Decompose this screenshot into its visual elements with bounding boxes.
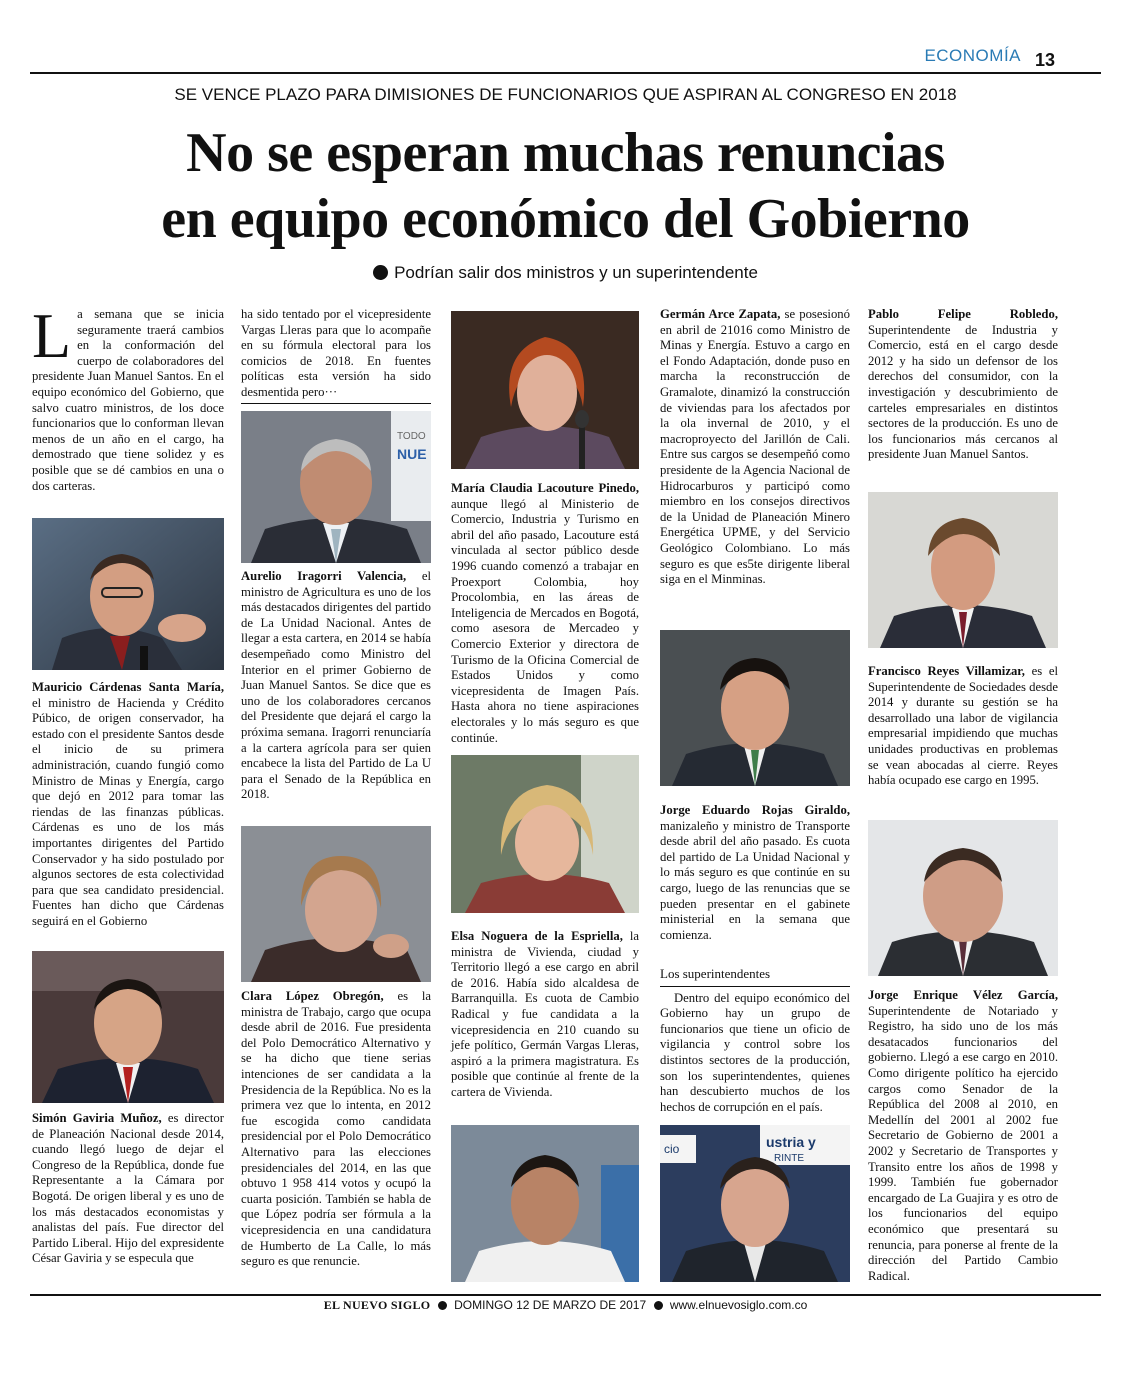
photo-rojas bbox=[660, 630, 850, 786]
footer-date: DOMINGO 12 DE MARZO DE 2017 bbox=[454, 1298, 647, 1312]
footer-paper-name: EL NUEVO SIGLO bbox=[323, 1298, 431, 1312]
photo-lacouture bbox=[451, 311, 639, 469]
bullet-icon bbox=[438, 1301, 447, 1310]
photo-cardenas bbox=[32, 518, 224, 670]
bullet-icon bbox=[373, 265, 388, 280]
profile-lopez: Clara López Obregón, es la ministra de Trabajo, cargo que ocupa desde abril de 2016. Fue presidenta del Polo Democrático Alternativo y se ha dicho que tiene serias intenciones de ser candidata a la Presidencia de la República. No es la primera vez que lo intenta, en 2012 fue escogida como candidata presidencial por el Polo Democrático Alternativo para las elecciones presidenciales del 2014, en las que obtuvo 1 958 414 votos y ocupó la cuarta posición. También se habla de que López podría ser fórmula a la vicepresidencia en una candidatura de Humberto de La Calle, lo más seguro es que renuncie. bbox=[241, 989, 431, 1269]
deck-text: Podrían salir dos ministros y un superintendente bbox=[394, 263, 758, 282]
super-bg-text-2: RINTE bbox=[774, 1153, 804, 1164]
iragorri-bg-text-1: TODO bbox=[397, 431, 426, 442]
photo-robledo bbox=[868, 492, 1058, 648]
photo-superintendent-1 bbox=[451, 1125, 639, 1282]
kicker: SE VENCE PLAZO PARA DIMISIONES DE FUNCIONARIOS QUE ASPIRAN AL CONGRESO EN 2018 bbox=[174, 85, 957, 104]
photo-lopez bbox=[241, 826, 431, 982]
profile-iragorri: Aurelio Iragorri Valencia, el ministro de Agricultura es uno de los más destacados dirigentes del partido de La Unidad Nacional. Antes de llegar a esta cartera, en 2014 se había desempeñado como Ministro del Interior en el primer Gobierno de Juan Manuel Santos. Se dice que es uno de los colaboradores cercanos del Presidente que dejará el cargo la próxima semana. Iragorri renunciaría a la cartera agrícola para ser quien encabece la lista del Partido de La U para el Senado de la República en 2018. bbox=[241, 569, 431, 802]
profile-reyes: Francisco Reyes Villamizar, es el Superintendente de Sociedades desde 2014 y durante su gestión se ha desarrollado una labor de vigilancia empresarial impidiendo que muchas unidades productivas en problemas se vean abocadas al cierre. Reyes había ocupado ese cargo en 1995. bbox=[868, 664, 1058, 788]
super-bg-text-1: ustria y bbox=[766, 1134, 816, 1150]
profile-rojas: Jorge Eduardo Rojas Giraldo, manizaleño y ministro de Transporte desde abril del año pasado. Es cuota del partido de La Unidad Nacional y lo más seguro es que continúe en su cargo, luego de las renuncias que se pueden presentar en el gabinete ministerial en la semana que comienza. bbox=[660, 803, 850, 942]
profile-velez: Jorge Enrique Vélez García, Superintendente de Notariado y Registro, ha sido uno de los más desatacados funcionarios del gobierno. Llegó a ese cargo en 2010. Como dirigente político ha ejercido cargos como Senador de la República del 2008 al 2010, en Medellín del 2001 al 2002 fue Secretario de Gobierno de 2001 a 2002 y Secretario de Transportes y Transito entre los años de 1998 y 1999. También fue gobernador encargado de La Guajira y es otro de los funcionarios del equipo económico que presentará su renuncia, para ponerse al frente de la dirección del Partido Cambio Radical. bbox=[868, 988, 1058, 1283]
bullet-icon bbox=[654, 1301, 663, 1310]
section-label: ECONOMÍA bbox=[924, 46, 1021, 65]
intro-text: La semana que se inicia seguramente traerá cambios en la conformación del cuerpo de colaboradores del presidente Juan Manuel Santos. En el equipo económico del Gobierno, que salvo cuatro ministros, de los doce funcionarios que lo conforman llevan menos de un año en el cargo, ha demostrado que tiene solidez y es posible que se dé cambios en una o dos carteras. bbox=[32, 300, 224, 493]
photo-noguera bbox=[451, 755, 639, 913]
iragorri-bg-text-2: NUE bbox=[397, 446, 427, 462]
profile-lacouture: María Claudia Lacouture Pinedo, aunque llegó al Ministerio de Comercio, Industria y Turismo en abril del año pasado, Lacouture está vinculada al sector público desde 1996 cuando comenzó a trabajar en Proexport Colombia, hoy Procolombia, en las áreas de Inteligencia de Mercados en Bogotá, como asesora de Mercadeo y Comercio Exterior y directora de Turismo de la Oficina Comercial de Estados Unidos y como vicepresidenta de Imagen País. Hasta ahora no tiene aspiraciones electorales y lo más seguro es que continúe. bbox=[451, 481, 639, 745]
superintendents-section bbox=[660, 954, 850, 1115]
profile-gaviria: Simón Gaviria Muñoz, es director de Planeación Nacional desde 2014, cuando llegó luego de dejar el Congreso de la República, donde fue Representante a la Cámara por Bogotá. De origen liberal y es uno de los más destacados economistas y analistas del país. Fue director del Partido Liberal. Hijo del expresidente César Gaviria y se especula que bbox=[32, 1111, 224, 1266]
headline bbox=[0, 120, 1131, 252]
photo-velez bbox=[868, 820, 1058, 976]
footer-rule bbox=[30, 1294, 1101, 1296]
profile-arce: Germán Arce Zapata, se posesionó en abril de 21016 como Ministro de Minas y Energía. Estuvo a cargo en el Fondo Adaptación, donde puso en marcha la reconstrucción de Gramalote, dinamizó la construcción de viviendas para los afectados por la ola invernal de 2010, y el macroproyecto del Jarillón de Cali. Entre sus cargos se desempeñó como presidente de la Agencia Nacional de Hidrocarburos y participó como miembro en los consejos directivos de la Unidad de Planeación Minero Energética UPME, y del Servicio Geológico Colombiano. Lo más seguro es que es5te dirigente liberal siga en el Minminas. bbox=[660, 307, 850, 587]
super-bg-text-3: cio bbox=[664, 1142, 680, 1156]
headline-line-2: en equipo económico del Gobierno bbox=[161, 188, 970, 250]
header-rule bbox=[30, 72, 1101, 74]
footer-url: www.elnuevosiglo.com.co bbox=[669, 1298, 808, 1312]
subhead-superintendents: Los superintendentes bbox=[660, 966, 850, 987]
dropcap: L bbox=[32, 300, 72, 371]
superintendents-text: Dentro del equipo económico del Gobierno hay un grupo de funcionarios que tiene un oficio de vigilancia y control sobre los distintos sectores de la producción, son los superintendentes, quienes han descubierto muchos de los hechos de corrupción en el país. bbox=[660, 990, 850, 1114]
photo-gaviria bbox=[32, 951, 224, 1103]
profile-noguera: Elsa Noguera de la Espriella, la ministra de Vivienda, ciudad y Territorio llegó a ese cargo en abril de 2016. Había sido alcaldesa de Barranquilla. Es cuota de Cambio Radical y fue candidata a la vicepresidencia en 210 cuando su jefe político, Germán Vargas Lleras, aspiró a la primera magistratura. Es posible que continúe al frente de la cartera de Vivienda. bbox=[451, 929, 639, 1099]
page-number: 13 bbox=[1034, 50, 1055, 70]
deck bbox=[0, 263, 1131, 283]
photo-superintendent-2 bbox=[660, 1125, 850, 1282]
intro-continuation: ha sido tentado por el vicepresidente Vargas Lleras para que lo acompañe en su fórmula electoral para los comicios de 2018. En fuentes políticas esta versión ha sido desmentida pero··· bbox=[241, 307, 431, 399]
headline-line-1: No se esperan muchas renuncias bbox=[186, 122, 945, 184]
profile-robledo: Pablo Felipe Robledo, Superintendente de Industria y Comercio, está en el cargo desde 2012 y ha sido un defensor de los derechos del consumidor, con la investigación y descubrimiento de carteles empresariales en distintos sectores de la producción. Es uno de los funcionarios más cercanos al presidente Juan Manuel Santos. bbox=[868, 307, 1058, 462]
column-rule bbox=[241, 403, 431, 404]
profile-cardenas: Mauricio Cárdenas Santa María, el ministro de Hacienda y Crédito Púbico, de origen conservador, ha estado con el presidente Santos desde el inicio de su primera administración, cuando fungió como Ministro de Minas y Energía, cargo que dejó en 2012 para tomar las riendas de las finanzas públicas. Cárdenas es uno de los más importantes dirigentes del Partido Conservador y ha sido postulado por algunos sectores de esta colectividad para que sea candidato presidencial. Fuentes han dicho que Cárdenas seguirá en el Gobierno bbox=[32, 680, 224, 928]
footer bbox=[0, 1298, 1131, 1313]
photo-iragorri bbox=[241, 411, 431, 563]
